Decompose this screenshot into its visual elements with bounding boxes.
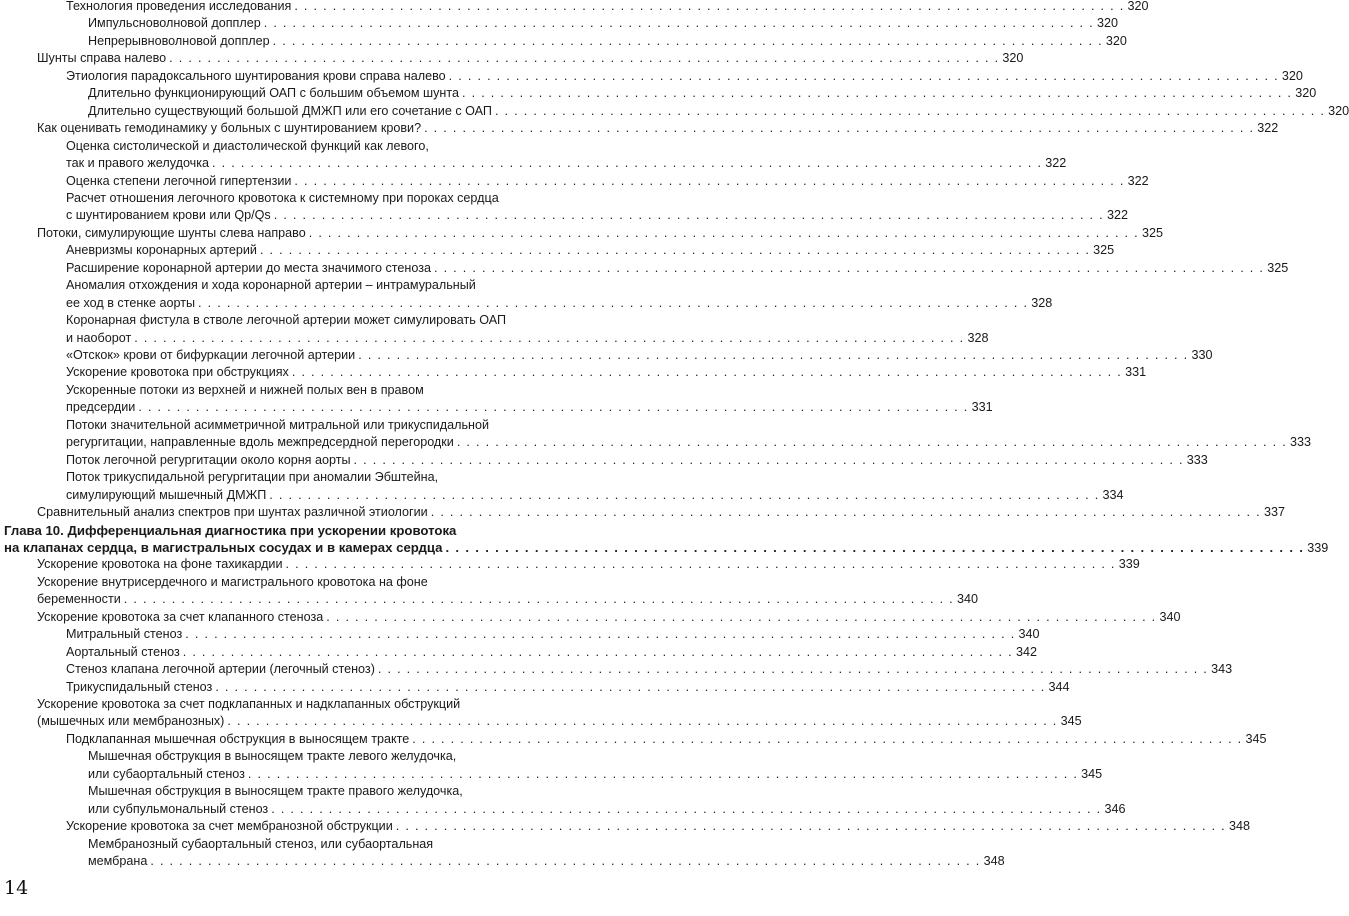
- toc-entry-title: мембрана: [88, 854, 148, 869]
- toc-entry-title: Мышечная обструкция в выносящем тракте правого желудочка,: [88, 784, 463, 799]
- dot-leader: . . . . . . . . . . . . . . . . . . . . . . . . . . . . . . . . . . . . . . . . . . . . . . . . . . . . . . . . . . . . . . . . . . . . . . . . . . . . . . . . . . . . . . .: [377, 662, 1209, 677]
- toc-entry-title: Оценка систолической и диастолической функций как левого,: [66, 138, 429, 153]
- dot-leader: . . . . . . . . . . . . . . . . . . . . . . . . . . . . . . . . . . . . . . . . . . . . . . . . . . . . . . . . . . . . . . . . . . . . . . . . . . . . . . . . . . . . . . .: [247, 766, 1079, 781]
- toc-entry: [66, 382, 579, 399]
- toc-entry: [66, 277, 579, 294]
- toc-entry-page: 345: [1081, 766, 1103, 781]
- toc-entry: [37, 225, 1163, 242]
- toc-entry-title: Мембранозный субаортальный стеноз, или субаортальная: [88, 836, 434, 851]
- dot-leader: . . . . . . . . . . . . . . . . . . . . . . . . . . . . . . . . . . . . . . . . . . . . . . . . . . . . . . . . . . . . . . . . . . . . . . . . . . . . . . . . . . . . . . .: [138, 400, 969, 415]
- toc-entry-page: 340: [1159, 609, 1181, 624]
- toc-entry-page: 344: [1048, 679, 1070, 694]
- toc-entry-title: Импульсноволновой допплер: [88, 16, 261, 31]
- chapter-heading-line: [4, 539, 1329, 556]
- toc-entry: [66, 207, 1128, 224]
- dot-leader: . . . . . . . . . . . . . . . . . . . . . . . . . . . . . . . . . . . . . . . . . . . . . . . . . . . . . . . . . . . . . . . . . . . . . . . . . . . . . . . . . . . . . . .: [448, 68, 1279, 83]
- toc-entry-title: Технология проведения исследования: [66, 0, 292, 13]
- dot-leader: . . . . . . . . . . . . . . . . . . . . . . . . . . . . . . . . . . . . . . . . . . . . . . . . . . . . . . . . . . . . . . . . . . . . . . . . . . . . . . . . . . . . . . .: [285, 557, 1116, 572]
- toc-entry: [37, 591, 978, 608]
- toc-entry-title: или субаортальный стеноз: [88, 766, 245, 781]
- toc-entry-page: 322: [1106, 208, 1128, 223]
- toc-entry: [37, 504, 1285, 521]
- toc-entry-title: Поток легочной регургитации около корня аорты: [66, 452, 351, 467]
- toc-entry-title: Ускорение внутрисердечного и магистрального кровотока на фоне: [37, 574, 428, 589]
- toc-entry-page: 322: [1257, 121, 1279, 136]
- dot-leader: . . . . . . . . . . . . . . . . . . . . . . . . . . . . . . . . . . . . . . . . . . . . . . . . . . . . . . . . . . . . . . . . . . . . . . . . . . . . . . . . . . . . . . .: [150, 854, 981, 869]
- toc-entry-title: Длительно существующий большой ДМЖП или его сочетание с ОАП: [88, 103, 492, 118]
- toc-entry: [66, 818, 1250, 835]
- toc-entry-page: 320: [1328, 103, 1349, 118]
- toc-entry-title: Трикуспидальный стеноз: [66, 679, 213, 694]
- dot-leader: . . . . . . . . . . . . . . . . . . . . . . . . . . . . . . . . . . . . . . . . . . . . . . . . . . . . . . . . . . . . . . . . . . . . . . . . . . . . . . . . . . . . . . .: [263, 16, 1094, 31]
- toc-entry-title: беременности: [37, 592, 121, 607]
- toc-entry-title: с шунтированием крови или Qp/Qs: [66, 208, 271, 223]
- toc-entry: [66, 626, 1040, 643]
- toc-entry-page: 330: [1191, 348, 1213, 362]
- dot-leader: . . . . . . . . . . . . . . . . . . . . . . . . . . . . . . . . . . . . . . . . . . . . . . . . . . . . . . . . . . . . . . . . . . . . . . . . . . . . . . . . . . . . . . .: [358, 348, 1189, 362]
- toc-entry-page: 348: [983, 854, 1005, 869]
- dot-leader: . . . . . . . . . . . . . . . . . . . . . . . . . . . . . . . . . . . . . . . . . . . . . . . . . . . . . . . . . . . . . . . . . . . . . . . . . . . . . . . . . . . . . . .: [326, 609, 1157, 624]
- dot-leader: . . . . . . . . . . . . . . . . . . . . . . . . . . . . . . . . . . . . . . . . . . . . . . . . . . . . . . . . . . . . . . . . . . . . . . . . . . . . . . . . . . . . . . .: [445, 539, 1305, 555]
- toc-entry-title: Аномалия отхождения и хода коронарной артерии – интрамуральный: [66, 278, 476, 293]
- toc-entry-title: Сравнительный анализ спектров при шунтах различной этиологии: [37, 505, 428, 520]
- toc-entry-title: предсердии: [66, 400, 136, 415]
- toc-entry: [66, 679, 1070, 696]
- toc-entry: [66, 399, 993, 416]
- toc-entry-page: 322: [1045, 156, 1067, 171]
- dot-leader: . . . . . . . . . . . . . . . . . . . . . . . . . . . . . . . . . . . . . . . . . . . . . . . . . . . . . . . . . . . . . . . . . . . . . . . . . . . . . . . . . . . . . . .: [494, 103, 1326, 118]
- toc-entry-title: симулирующий мышечный ДМЖП: [66, 487, 267, 502]
- toc-entry: [66, 242, 1115, 259]
- toc-entry: [88, 748, 579, 765]
- toc-entry-title: Длительно функционирующий ОАП с большим объемом шунта: [88, 86, 459, 101]
- toc-entry-page: 342: [1015, 644, 1037, 659]
- dot-leader: . . . . . . . . . . . . . . . . . . . . . . . . . . . . . . . . . . . . . . . . . . . . . . . . . . . . . . . . . . . . . . . . . . . . . . . . . . . . . . . . . . . . . . .: [227, 714, 1058, 729]
- toc-entry: [66, 434, 1312, 451]
- dot-leader: . . . . . . . . . . . . . . . . . . . . . . . . . . . . . . . . . . . . . . . . . . . . . . . . . . . . . . . . . . . . . . . . . . . . . . . . . . . . . . . . . . . . . . .: [269, 487, 1100, 502]
- toc-entry: [66, 731, 1267, 748]
- toc-entry-page: 328: [1031, 295, 1053, 310]
- dot-leader: . . . . . . . . . . . . . . . . . . . . . . . . . . . . . . . . . . . . . . . . . . . . . . . . . . . . . . . . . . . . . . . . . . . . . . . . . . . . . . . . . . . . . . .: [430, 505, 1261, 520]
- chapter-heading-line: [4, 522, 579, 539]
- dot-leader: . . . . . . . . . . . . . . . . . . . . . . . . . . . . . . . . . . . . . . . . . . . . . . . . . . . . . . . . . . . . . . . . . . . . . . . . . . . . . . . . . . . . . . .: [456, 435, 1288, 450]
- toc-entry-title: Мышечная обструкция в выносящем тракте левого желудочка,: [88, 749, 457, 764]
- toc-entry-title: Коронарная фистула в стволе легочной артерии может симулировать ОАП: [66, 313, 507, 328]
- toc-entry: [88, 801, 1126, 818]
- toc-entry-title: так и правого желудочка: [66, 156, 210, 171]
- toc-entry: [88, 836, 579, 853]
- toc-entry-title: Потоки значительной асимметричной митральной или трикуспидальной: [66, 417, 490, 432]
- toc-entry-title: Оценка степени легочной гипертензии: [66, 173, 292, 188]
- toc-entry-page: 345: [1060, 714, 1082, 729]
- toc-entry: [66, 487, 1124, 504]
- dot-leader: . . . . . . . . . . . . . . . . . . . . . . . . . . . . . . . . . . . . . . . . . . . . . . . . . . . . . . . . . . . . . . . . . . . . . . . . . . . . . . . . . . . . . . .: [259, 243, 1091, 258]
- toc-entry-page: 331: [971, 400, 993, 415]
- toc-entry-title: Глава 10. Дифференциальная диагностика при ускорении кровотока: [4, 522, 457, 538]
- dot-leader: . . . . . . . . . . . . . . . . . . . . . . . . . . . . . . . . . . . . . . . . . . . . . . . . . . . . . . . . . . . . . . . . . . . . . . . . . . . . . . . . . . . . . . .: [271, 801, 1102, 816]
- toc-entry-title: Ускорение кровотока за счет подклапанных и надклапанных обструкций: [37, 697, 461, 711]
- toc-entry-page: 320: [1127, 0, 1149, 13]
- toc-entry: [66, 295, 1053, 312]
- dot-leader: . . . . . . . . . . . . . . . . . . . . . . . . . . . . . . . . . . . . . . . . . . . . . . . . . . . . . . . . . . . . . . . . . . . . . . . . . . . . . . . . . . . . . . .: [185, 627, 1016, 642]
- toc-entry-title: на клапанах сердца, в магистральных сосудах и в камерах сердца: [4, 539, 443, 555]
- toc-entry-title: Подклапанная мышечная обструкция в выносящем тракте: [66, 731, 410, 746]
- page-number: 14: [4, 877, 29, 899]
- toc-entry-page: 320: [1002, 51, 1024, 66]
- toc-entry: [66, 173, 1149, 190]
- dot-leader: . . . . . . . . . . . . . . . . . . . . . . . . . . . . . . . . . . . . . . . . . . . . . . . . . . . . . . . . . . . . . . . . . . . . . . . . . . . . . . . . . . . . . . .: [169, 51, 1000, 66]
- toc-entry-title: Шунты справа налево: [37, 51, 167, 66]
- toc-entry: [66, 138, 579, 155]
- toc-entry-title: «Отскок» крови от бифуркации легочной артерии: [66, 348, 356, 362]
- toc-entry: [88, 85, 1317, 102]
- toc-entry-title: Расчет отношения легочного кровотока к системному при пороках сердца: [66, 190, 499, 205]
- toc-entry-page: 339: [1307, 540, 1329, 555]
- toc-entry-title: Расширение коронарной артерии до места значимого стеноза: [66, 260, 431, 275]
- toc-entry-page: 325: [1267, 260, 1289, 275]
- toc-entry-page: 340: [956, 592, 978, 607]
- dot-leader: . . . . . . . . . . . . . . . . . . . . . . . . . . . . . . . . . . . . . . . . . . . . . . . . . . . . . . . . . . . . . . . . . . . . . . . . . . . . . . . . . . . . . . .: [412, 731, 1243, 746]
- toc-entry-page: 320: [1105, 33, 1127, 48]
- toc-entry-title: Как оценивать гемодинамику у больных с шунтированием крови?: [37, 121, 422, 136]
- toc-entry-page: 346: [1104, 801, 1126, 816]
- toc-entry-title: и наоборот: [66, 330, 132, 345]
- dot-leader: . . . . . . . . . . . . . . . . . . . . . . . . . . . . . . . . . . . . . . . . . . . . . . . . . . . . . . . . . . . . . . . . . . . . . . . . . . . . . . . . . . . . . . .: [424, 121, 1255, 136]
- toc-entry-title: Ускорение кровотока за счет мембранозной обструкции: [66, 819, 393, 834]
- toc-entry-page: 339: [1118, 557, 1140, 572]
- toc-entry-page: 320: [1096, 16, 1118, 31]
- toc-entry-title: Поток трикуспидальной регургитации при аномалии Эбштейна,: [66, 470, 439, 485]
- dot-leader: . . . . . . . . . . . . . . . . . . . . . . . . . . . . . . . . . . . . . . . . . . . . . . . . . . . . . . . . . . . . . . . . . . . . . . . . . . . . . . . . . . . . . . .: [182, 644, 1013, 659]
- dot-leader: . . . . . . . . . . . . . . . . . . . . . . . . . . . . . . . . . . . . . . . . . . . . . . . . . . . . . . . . . . . . . . . . . . . . . . . . . . . . . . . . . . . . . . .: [215, 679, 1046, 694]
- dot-leader: . . . . . . . . . . . . . . . . . . . . . . . . . . . . . . . . . . . . . . . . . . . . . . . . . . . . . . . . . . . . . . . . . . . . . . . . . . . . . . . . . . . . . . .: [353, 452, 1184, 467]
- toc-entry: [88, 783, 579, 800]
- toc-entry-title: Ускоренные потоки из верхней и нижней полых вен в правом: [66, 382, 424, 397]
- toc-entry-title: Аневризмы коронарных артерий: [66, 243, 257, 258]
- toc-entry-title: Ускорение кровотока на фоне тахикардии: [37, 557, 283, 572]
- dot-leader: . . . . . . . . . . . . . . . . . . . . . . . . . . . . . . . . . . . . . . . . . . . . . . . . . . . . . . . . . . . . . . . . . . . . . . . . . . . . . . . . . . . . . . .: [272, 33, 1103, 48]
- toc-entry-page: 331: [1125, 365, 1147, 380]
- toc-entry: [88, 766, 1103, 783]
- toc-entry: [88, 15, 1118, 32]
- toc-entry: [37, 696, 579, 713]
- toc-entry-page: 320: [1295, 86, 1317, 101]
- toc-entry: [37, 574, 579, 591]
- toc-entry: [66, 452, 1208, 469]
- toc-entry-title: Аортальный стеноз: [66, 644, 180, 659]
- toc-entry-title: Потоки, симулирующие шунты слева направо: [37, 225, 306, 240]
- toc-entry: [37, 609, 1181, 626]
- toc-entry-title: Стеноз клапана легочной артерии (легочный стеноз): [66, 662, 375, 677]
- toc-entry-page: 343: [1211, 662, 1233, 677]
- toc-entry: [66, 312, 579, 329]
- toc-entry-title: регургитации, направленные вдоль межпредсердной перегородки: [66, 435, 454, 450]
- toc-entry-title: Митральный стеноз: [66, 627, 183, 642]
- toc-entry: [66, 364, 1147, 381]
- dot-leader: . . . . . . . . . . . . . . . . . . . . . . . . . . . . . . . . . . . . . . . . . . . . . . . . . . . . . . . . . . . . . . . . . . . . . . . . . . . . . . . . . . . . . . .: [308, 225, 1139, 240]
- toc-entry: [66, 644, 1037, 661]
- toc-entry-title: Этиология парадоксального шунтирования крови справа налево: [66, 68, 446, 83]
- dot-leader: . . . . . . . . . . . . . . . . . . . . . . . . . . . . . . . . . . . . . . . . . . . . . . . . . . . . . . . . . . . . . . . . . . . . . . . . . . . . . . . . . . . . . . .: [433, 260, 1265, 275]
- toc-entry: [88, 853, 1005, 870]
- toc-entry-title: или субпульмональный стеноз: [88, 801, 269, 816]
- toc-entry-page: 325: [1093, 243, 1115, 258]
- dot-leader: . . . . . . . . . . . . . . . . . . . . . . . . . . . . . . . . . . . . . . . . . . . . . . . . . . . . . . . . . . . . . . . . . . . . . . . . . . . . . . . . . . . . . . .: [395, 819, 1226, 834]
- toc-entry-title: Непрерывноволновой допплер: [88, 33, 270, 48]
- dot-leader: . . . . . . . . . . . . . . . . . . . . . . . . . . . . . . . . . . . . . . . . . . . . . . . . . . . . . . . . . . . . . . . . . . . . . . . . . . . . . . . . . . . . . . .: [462, 86, 1293, 101]
- toc-entry-page: 333: [1290, 435, 1312, 450]
- dot-leader: . . . . . . . . . . . . . . . . . . . . . . . . . . . . . . . . . . . . . . . . . . . . . . . . . . . . . . . . . . . . . . . . . . . . . . . . . . . . . . . . . . . . . . .: [212, 156, 1043, 171]
- dot-leader: . . . . . . . . . . . . . . . . . . . . . . . . . . . . . . . . . . . . . . . . . . . . . . . . . . . . . . . . . . . . . . . . . . . . . . . . . . . . . . . . . . . . . . .: [291, 365, 1123, 380]
- toc-entry: [66, 661, 1233, 678]
- toc-entry-page: 345: [1245, 731, 1267, 746]
- dot-leader: . . . . . . . . . . . . . . . . . . . . . . . . . . . . . . . . . . . . . . . . . . . . . . . . . . . . . . . . . . . . . . . . . . . . . . . . . . . . . . . . . . . . . . .: [294, 173, 1125, 188]
- toc-entry: [88, 33, 1127, 50]
- dot-leader: . . . . . . . . . . . . . . . . . . . . . . . . . . . . . . . . . . . . . . . . . . . . . . . . . . . . . . . . . . . . . . . . . . . . . . . . . . . . . . . . . . . . . . .: [273, 208, 1104, 223]
- dot-leader: . . . . . . . . . . . . . . . . . . . . . . . . . . . . . . . . . . . . . . . . . . . . . . . . . . . . . . . . . . . . . . . . . . . . . . . . . . . . . . . . . . . . . . .: [294, 0, 1125, 13]
- toc-entry-page: 333: [1186, 452, 1208, 467]
- toc-entry: [66, 347, 1213, 364]
- toc-entry-title: Ускорение кровотока при обструкциях: [66, 365, 289, 380]
- dot-leader: . . . . . . . . . . . . . . . . . . . . . . . . . . . . . . . . . . . . . . . . . . . . . . . . . . . . . . . . . . . . . . . . . . . . . . . . . . . . . . . . . . . . . . .: [123, 592, 954, 607]
- toc-entry: [66, 68, 1303, 85]
- toc-entry-page: 334: [1102, 487, 1124, 502]
- toc-entry-title: Ускорение кровотока за счет клапанного стеноза: [37, 609, 324, 624]
- toc-entry: [66, 260, 1289, 277]
- toc-entry-page: 325: [1141, 225, 1163, 240]
- toc-entry-page: 328: [967, 330, 989, 345]
- dot-leader: . . . . . . . . . . . . . . . . . . . . . . . . . . . . . . . . . . . . . . . . . . . . . . . . . . . . . . . . . . . . . . . . . . . . . . . . . . . . . . . . . . . . . . .: [198, 295, 1029, 310]
- toc-entry: [66, 330, 989, 347]
- toc-entry: [66, 155, 1067, 172]
- toc-entry: [37, 713, 1082, 730]
- dot-leader: . . . . . . . . . . . . . . . . . . . . . . . . . . . . . . . . . . . . . . . . . . . . . . . . . . . . . . . . . . . . . . . . . . . . . . . . . . . . . . . . . . . . . . .: [134, 330, 965, 345]
- toc-entry-page: 320: [1281, 68, 1303, 83]
- toc-entry: [37, 556, 1140, 573]
- toc-entry: [66, 0, 1149, 15]
- toc-entry: [37, 50, 1024, 67]
- toc-entry: [66, 469, 579, 486]
- toc-entry: [88, 103, 1349, 120]
- toc-entry: [37, 120, 1279, 137]
- toc-entry: [66, 417, 579, 434]
- toc-entry-title: ее ход в стенке аорты: [66, 295, 196, 310]
- toc-entry: [66, 190, 579, 207]
- toc-entry-page: 337: [1263, 505, 1285, 520]
- toc-entry-page: 322: [1127, 173, 1149, 188]
- toc-entry-page: 340: [1018, 627, 1040, 642]
- toc-entry-title: (мышечных или мембранозных): [37, 714, 225, 729]
- toc-entry-page: 348: [1228, 819, 1250, 834]
